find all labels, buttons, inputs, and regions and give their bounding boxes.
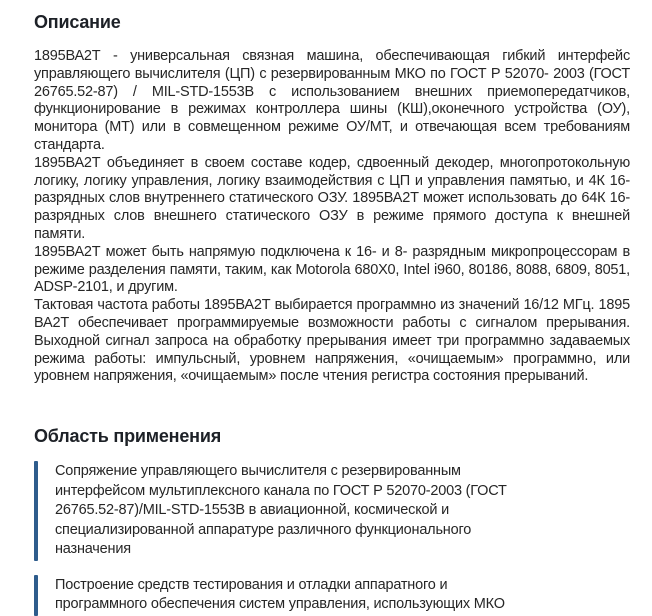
application-item <box>34 461 630 561</box>
application-item-text: Сопряжение управляющего вычислителя с резервированным интерфейсом мультиплексного канала по ГОСТ Р 52070-2003 (ГОСТ 26765.52-87)/MIL-STD-1553B в авиационной, космической и специализированной аппаратуре различного функционального назначения <box>55 463 507 558</box>
section-title-applications: Область применения <box>34 426 221 447</box>
description-paragraph-2: 1895ВА2Т объединяет в своем составе кодер, сдвоенный декодер, многопротокольную логику, логику управления, логику взаимодействия с ЦП и управления памятью, и 4К 16-разрядных слов внутреннего статического ОЗУ. 1895ВА2Т может использовать до 64К 16-разрядных слов внешнего статического ОЗУ в режиме прямого доступа к внешней памяти. <box>34 154 630 242</box>
description-paragraph-1: 1895ВА2Т - универсальная связная машина, обеспечивающая гибкий интерфейс управляющего вычислителя (ЦП) с резервированным МКО по ГОСТ Р 52070- 2003 (ГОСТ 26765.52-87) / MIL-STD-1553B с использованием внешних приемопередатчиков, функционирование в режимах контроллера шины (КШ),оконечного устройства (ОУ), монитора (МТ) или в совмещенном режиме ОУ/МТ, и отвечающая всем требованиям стандарта. <box>34 48 630 153</box>
description-paragraph-4: Тактовая частота работы 1895ВА2Т выбирается программно из значений 16/12 МГц. 1895 ВА2Т обеспечивает программируемые возможности работы с сигналом прерывания. Выходной сигнал запроса на обработку прерывания имеет три программно задаваемых режима работы: импульсный, уровнем напряжения, «очищаемым» программно, или уровнем напряжения, «очищаемым» после чтения регистра состояния прерываний. <box>34 297 630 385</box>
section-title-description: Описание <box>34 12 121 32</box>
bullet-bar <box>34 461 38 561</box>
section-applications <box>34 426 630 616</box>
description-paragraph-3: 1895ВА2Т может быть напрямую подключена к 16- и 8- разрядным микропроцессорам в режиме разделения памяти, таким, как Motorola 680X0, Intel i960, 80186, 8088, 6809, 8051, ADSP-2101, и другим. <box>34 243 630 296</box>
application-item <box>34 575 630 616</box>
section-description <box>34 12 630 386</box>
description-text <box>34 48 630 386</box>
applications-list <box>34 461 630 616</box>
bullet-bar <box>34 575 38 616</box>
application-item-text: Построение средств тестирования и отладки аппаратного и программного обеспечения систем управления, использующих МКО <box>55 576 505 613</box>
